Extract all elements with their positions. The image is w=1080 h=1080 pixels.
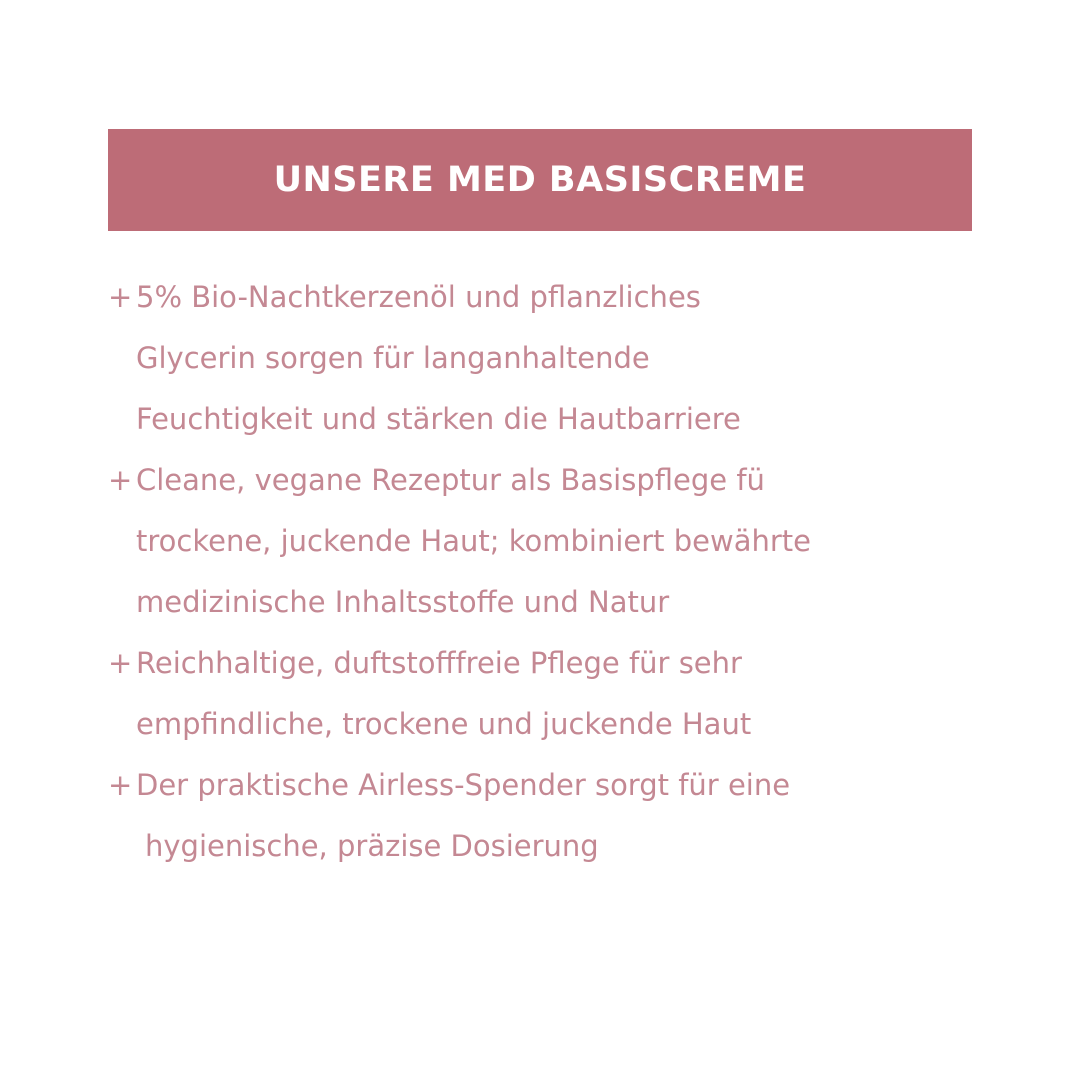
feature-text-line: Cleane, vegane Rezeptur als Basispflege fü [136, 463, 765, 497]
plus-icon: + [108, 646, 133, 680]
feature-text-line: empfindliche, trockene und juckende Haut [136, 707, 752, 741]
feature-text-line: Glycerin sorgen für langanhaltende [136, 341, 650, 375]
feature-text-line: Feuchtigkeit und stärken die Hautbarriere [136, 402, 741, 436]
feature-item [108, 267, 1008, 450]
feature-text-line: 5% Bio-Nachtkerzenöl und pflanzliches [136, 280, 701, 314]
feature-text-line: Der praktische Airless-Spender sorgt für eine [136, 768, 791, 802]
feature-item [108, 755, 1008, 877]
feature-text-line: trockene, juckende Haut; kombiniert bewährte [136, 524, 812, 558]
feature-text-line: Reichhaltige, duftstofffreie Pflege für sehr [136, 646, 742, 680]
feature-item [108, 633, 1008, 755]
feature-list [108, 267, 1008, 877]
feature-text-line: medizinische Inhaltsstoffe und Natur [136, 585, 670, 619]
plus-icon: + [108, 463, 133, 497]
plus-icon: + [108, 768, 133, 802]
banner-title: UNSERE MED BASISCREME [273, 159, 807, 200]
plus-icon: + [108, 280, 133, 314]
feature-text-line: hygienische, präzise Dosierung [145, 829, 599, 863]
title-banner [108, 129, 972, 231]
feature-item [108, 450, 1008, 633]
